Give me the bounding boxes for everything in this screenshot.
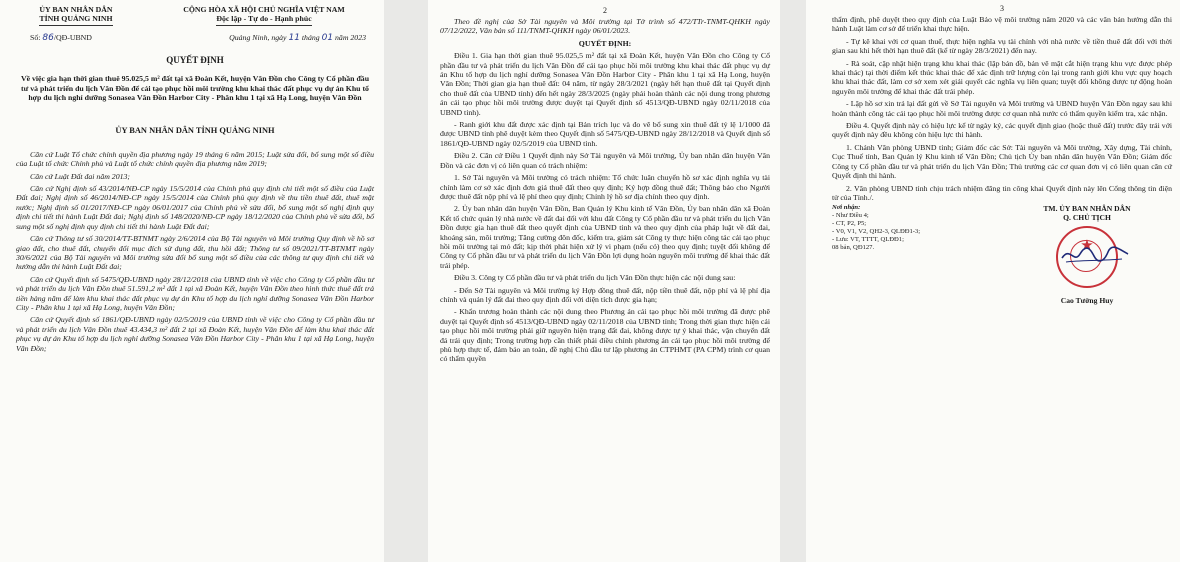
date-month: 01 — [321, 32, 334, 43]
recipient-item: - CT, P2, P5; — [832, 220, 867, 228]
ref-prefix: Số: — [30, 32, 41, 42]
sign-role: Q. CHỦ TỊCH — [1063, 213, 1111, 223]
republic-name: CỘNG HÒA XÃ HỘI CHỦ NGHĨA VIỆT NAM — [183, 5, 345, 14]
article-1: Điều 1. Gia hạn thời gian thuê 95.025,5 m² đất tại xã Đoàn Kết, huyện Vân Đồn cho Công ty Cổ phần đầu tư và phát triển du lịch Vân Đồn để cải tạo phục hồi môi trường khu khai thác đất phục vụ dự án Khu tổ hợp du lịch nghỉ dưỡng Sonasea Vân Đồn Harbor City - Phân khu 1 tại xã Hạ Long, huyện Vân Đồn; Thời gian gia hạn thuê đất: 04 năm, từ ngày 28/3/2021 (ngày hết hạn thuê đất tại Quyết định cho thuê đất của UBND tỉnh) đến hết ngày 28/3/2025 (ngày phải hoàn thành các nội dung trong phương án cải tạo phục hồi môi trường được duyệt tại Quyết định số 4513/QĐ-UBND ngày 02/11/2018 của UBND tỉnh). — [440, 51, 770, 117]
legal-basis-item: Căn cứ Luật Tổ chức chính quyền địa phương ngày 19 tháng 6 năm 2015; Luật sửa đổi, bổ sung một số điều của Luật tổ chức Chính phủ và Luật tổ chức chính quyền địa phương năm 2019; — [16, 149, 374, 169]
issuer-heading: ỦY BAN NHÂN DÂN TỈNH QUẢNG NINH — [115, 126, 275, 136]
decision-heading: QUYẾT ĐỊNH: — [578, 38, 632, 48]
article-4-item-2: 2. Văn phòng UBND tỉnh chịu trách nhiệm đăng tin công khai Quyết định này lên Cổng thông tin điện tử của Tỉnh./. — [832, 183, 1172, 202]
article-2-item-1: 1. Sở Tài nguyên và Môi trường có trách nhiệm: Tổ chức luân chuyển hồ sơ xác định nghĩa vụ tài chính làm cơ sở xác định đơn giá thuê đất theo quy định; Ký hợp đồng thuê đất; Thông báo cho Người được thuê đất nộp phí và lệ phí theo quy định; Chỉnh lý hồ sơ địa chính theo quy định. — [440, 173, 770, 201]
page-number: 2 — [603, 6, 607, 15]
document-title: QUYẾT ĐỊNH — [166, 55, 224, 66]
recipient-item: 08 bản, QĐ127. — [832, 244, 875, 252]
article-3-continued: thẩm định, phê duyệt theo quy định của Luật Bảo vệ môi trường năm 2020 và các văn bản hướng dẫn thi hành Luật làm cơ sở để triển khai thực hiện. — [832, 15, 1172, 34]
handwritten-signature-icon — [1060, 242, 1130, 266]
ref-suffix: /QĐ-UBND — [53, 32, 92, 42]
legal-basis-item: Căn cứ Quyết định số 5475/QĐ-UBND ngày 28/12/2018 của UBND tỉnh về việc cho Công ty Cổ phần đầu tư và phát triển du lịch Vân Đồn thuê 51.591,2 m² đất 1 tại xã Đoàn Kết, huyện Vân Đồn theo hình thức thuê đất trả tiền hàng năm để làm khu khai thác đất phục vụ dự án Khu tổ hợp du lịch nghỉ dưỡng Sonasea Vân Đồn Harbor City - Phân khu 1 tại xã Hạ Long, huyện Vân Đồn; — [16, 274, 374, 312]
legal-basis-item: Căn cứ Thông tư số 30/2014/TT-BTNMT ngày 2/6/2014 của Bộ Tài nguyên và Môi trường Quy định về hồ sơ giao đất, cho thuê đất, chuyển đổi mục đích sử dụng đất, thu hồi đất; Thông tư số 09/2021/TT-BTNMT ngày 30/6/2021 của Bộ Tài nguyên và Môi trường sửa đổi bổ sung một số điều của các thông tư quy định chi tiết và hướng dẫn thi hành Luật Đất đai; — [16, 234, 374, 272]
article-3: Điều 3. Công ty Cổ phần đầu tư và phát triển du lịch Vân Đồn thực hiện các nội dung sau: — [454, 273, 736, 283]
recipient-item: - V0, V1, V2, QH2-3, QLĐĐ1-3; — [832, 228, 921, 236]
reference-line — [16, 33, 374, 43]
article-1-boundary: - Ranh giới khu đất được xác định tại Bản trích lục và đo vẽ bổ sung xin thuê đất tỷ lệ 1/1000 đã được UBND tỉnh phê duyệt kèm theo Quyết định số 5475/QĐ-UBND ngày 28/12/2018 và Quyết định số 1861/QĐ-UBND ngày 02/5/2019 của UBND tỉnh. — [440, 120, 770, 148]
article-3-item-4: - Rà soát, cập nhật hiện trạng khu khai thác (lập bản đồ, bản vẽ mặt cắt hiện trạng khu vực được phép khai thác) tại thời điểm kết thúc khai thác để xác định trữ lượng còn lại trong ranh giới khu vực quy hoạch khu khai thác đất, làm cơ sở xem xét giải quyết các nghĩa vụ liên quan; tuyệt đối không được tự động hoàn nguyên môi trường để khai thác đất trái phép. — [832, 58, 1172, 96]
official-seal-icon: ★ — [1056, 226, 1118, 288]
date-month-label: tháng — [301, 32, 320, 42]
article-3-item-5: - Lập hồ sơ xin trả lại đất gửi về Sở Tài nguyên và Môi trường và UBND huyện Vân Đồn ngay sau khi hoàn thành công tác cải tạo phục hồi môi trường được cơ quan nhà nước có thẩm quyền kiểm tra, xác nhận. — [832, 99, 1172, 118]
article-2: Điều 2. Căn cứ Điều 1 Quyết định này Sở Tài nguyên và Môi trường, Ủy ban nhân dân huyện Vân Đồn và các đơn vị có liên quan có trách nhiệm: — [440, 151, 770, 170]
legal-basis-item: Căn cứ Nghị định số 43/2014/NĐ-CP ngày 15/5/2014 của Chính phủ quy định chi tiết một số điều của Luật Đất đai; Nghị định số 46/2014/NĐ-CP ngày 15/5/2014 của Chính phủ quy định về thu tiền thuê đất, thuê mặt nước; Nghị định số 01/2017/NĐ-CP ngày 06/01/2017 của Chính phủ về sửa đổi, bổ sung một số nghị định quy định chi tiết thi hành Luật Đất đai; Nghị định số 148/2020/NĐ-CP ngày 18/12/2020 của Chính phủ về sửa đổi, bổ sung một số nghị định quy định chi tiết thi hành Luật Đất đai; — [16, 184, 374, 231]
page1-header — [16, 5, 374, 26]
sign-organization: TM. ỦY BAN NHÂN DÂN — [1043, 204, 1131, 214]
date-day: 11 — [288, 32, 300, 43]
page-number: 3 — [1000, 4, 1004, 13]
proposal-basis: Theo đề nghị của Sở Tài nguyên và Môi trường tại Tờ trình số 472/TTr-TNMT-QHKH ngày 07/12/2022, Văn bản số 111/TNMT-QHKH ngày 06/01/2023. — [440, 17, 770, 36]
recipients-title: Nơi nhận: — [832, 204, 861, 212]
article-4-item-1: 1. Chánh Văn phòng UBND tỉnh; Giám đốc các Sở: Tài nguyên và Môi trường, Xây dựng, Tài chính, Cục Thuế tỉnh, Ban Quản lý Khu kinh tế Vân Đồn; Chủ tịch Ủy ban nhân dân huyện Vân Đồn; Giám đốc Công ty Cổ phần đầu tư và phát triển du lịch Vân Đồn; Thủ trưởng các cơ quan đơn vị có liên quan căn cứ Quyết định thi hành. — [832, 142, 1172, 181]
national-motto: Độc lập - Tự do - Hạnh phúc — [216, 14, 311, 25]
document-subject: Về việc gia hạn thời gian thuê 95.025,5 m² đất tại xã Đoàn Kết, huyện Vân Đồn cho Công ty Cổ phần đầu tư và phát triển du lịch Vân Đồn để cải tạo phục hồi môi trường khu khai thác đất phục vụ dự án Khu tổ hợp du lịch nghỉ dưỡng Sonasea Vân Đồn Harbor City - Phân khu 1 tại xã Hạ Long, huyện Vân Đồn — [20, 74, 370, 103]
legal-basis-item: Căn cứ Quyết định số 1861/QĐ-UBND ngày 02/5/2019 của UBND tỉnh về việc cho Công ty Cổ phần đầu tư và phát triển du lịch Vân Đồn thuê 43.434,3 m² đất 2 tại xã Đoàn Kết, huyện Vân Đồn để làm khu khai thác đất phục vụ dự án Khu tổ hợp du lịch nghỉ dưỡng Sonasea Vân Đồn Harbor City - Phân khu 1 tại xã Hạ Long, huyện Vân Đồn; — [16, 315, 374, 353]
province-name: TỈNH QUẢNG NINH — [39, 14, 112, 25]
article-2-item-2: 2. Ủy ban nhân dân huyện Vân Đồn, Ban Quản lý Khu kinh tế Vân Đồn, Ủy ban nhân dân xã Đoàn Kết tổ chức quản lý nhà nước về đất đai đối với khu đất Công ty Cổ phần đầu tư và phát triển du lịch Vân Đồn được gia hạn thuê đất theo quyết định của UBND tỉnh và theo quy định của pháp luật về đất đai, khoáng sản, môi trường; Tăng cường đôn đốc, kiểm tra, giám sát Công ty thực hiện công tác cải tạo phục hồi môi trường tại mỏ đất; kịp thời phát hiện xử lý vi phạm (nếu có) theo quy định; tuyệt đối không để Công ty Cổ phần đầu tư và phát triển du lịch Vân Đồn lợi dụng hoàn nguyên môi trường để khai thác đất trái phép. — [440, 204, 770, 270]
page-2 — [428, 0, 780, 562]
legal-bases — [16, 150, 374, 353]
agency-name: ỦY BAN NHÂN DÂN — [39, 5, 113, 14]
recipient-item: - Lưu: VT, TTTT, QLĐĐ1; — [832, 236, 904, 244]
signer-name: Cao Tường Huy — [1060, 296, 1114, 306]
recipient-item: - Như Điều 4; — [832, 212, 869, 220]
date-year: năm 2023 — [335, 32, 366, 42]
ref-number: 86 — [42, 32, 54, 43]
signature-block — [832, 204, 1172, 305]
page-3 — [806, 0, 1180, 562]
legal-basis-item: Căn cứ Luật Đất đai năm 2013; — [30, 171, 130, 181]
page-1 — [0, 0, 384, 562]
signer-block — [1002, 204, 1172, 305]
date-prefix: Quảng Ninh, ngày — [229, 32, 287, 42]
article-3-item-3: - Tự kê khai với cơ quan thuế, thực hiện nghĩa vụ tài chính với nhà nước về tiền thuê đất đối với thời gian sau khi hết thời hạn thuê đất (kể từ ngày 28/3/2021) đến nay. — [832, 36, 1172, 56]
article-3-item-1: - Đến Sở Tài nguyên và Môi trường ký Hợp đồng thuê đất, nộp tiền thuê đất, nộp phí và lệ phí địa chính và quản lý đất đai theo quy định đối với diện tích được gia hạn; — [440, 285, 770, 304]
article-4: Điều 4. Quyết định này có hiệu lực kể từ ngày ký, các quyết định giao (hoặc thuê đất) trước đây trái với quyết định này đều không còn hiệu lực thi hành. — [832, 121, 1172, 140]
recipients-list — [832, 204, 1002, 305]
article-3-item-2: - Khẩn trương hoàn thành các nội dung theo Phương án cải tạo phục hồi môi trường đã được phê duyệt tại Quyết định số 4513/QĐ-UBND ngày 02/11/2018 của UBND tỉnh; Trong thời gian thực hiện cải tạo phục hồi môi trường phải giữ nguyên hiện trạng đất đai, không được tự ý khai thác, vận chuyển đất đá trái quy định; Trong trường hợp cần thiết phải điều chỉnh phương án cải tạo phục hồi môi trường để phù hợp thực tế, đảm bảo an toàn, đề nghị Chủ đầu tư lập phương án CTPHMT (PA CPM) trình cơ quan có thẩm quyền — [440, 307, 770, 364]
